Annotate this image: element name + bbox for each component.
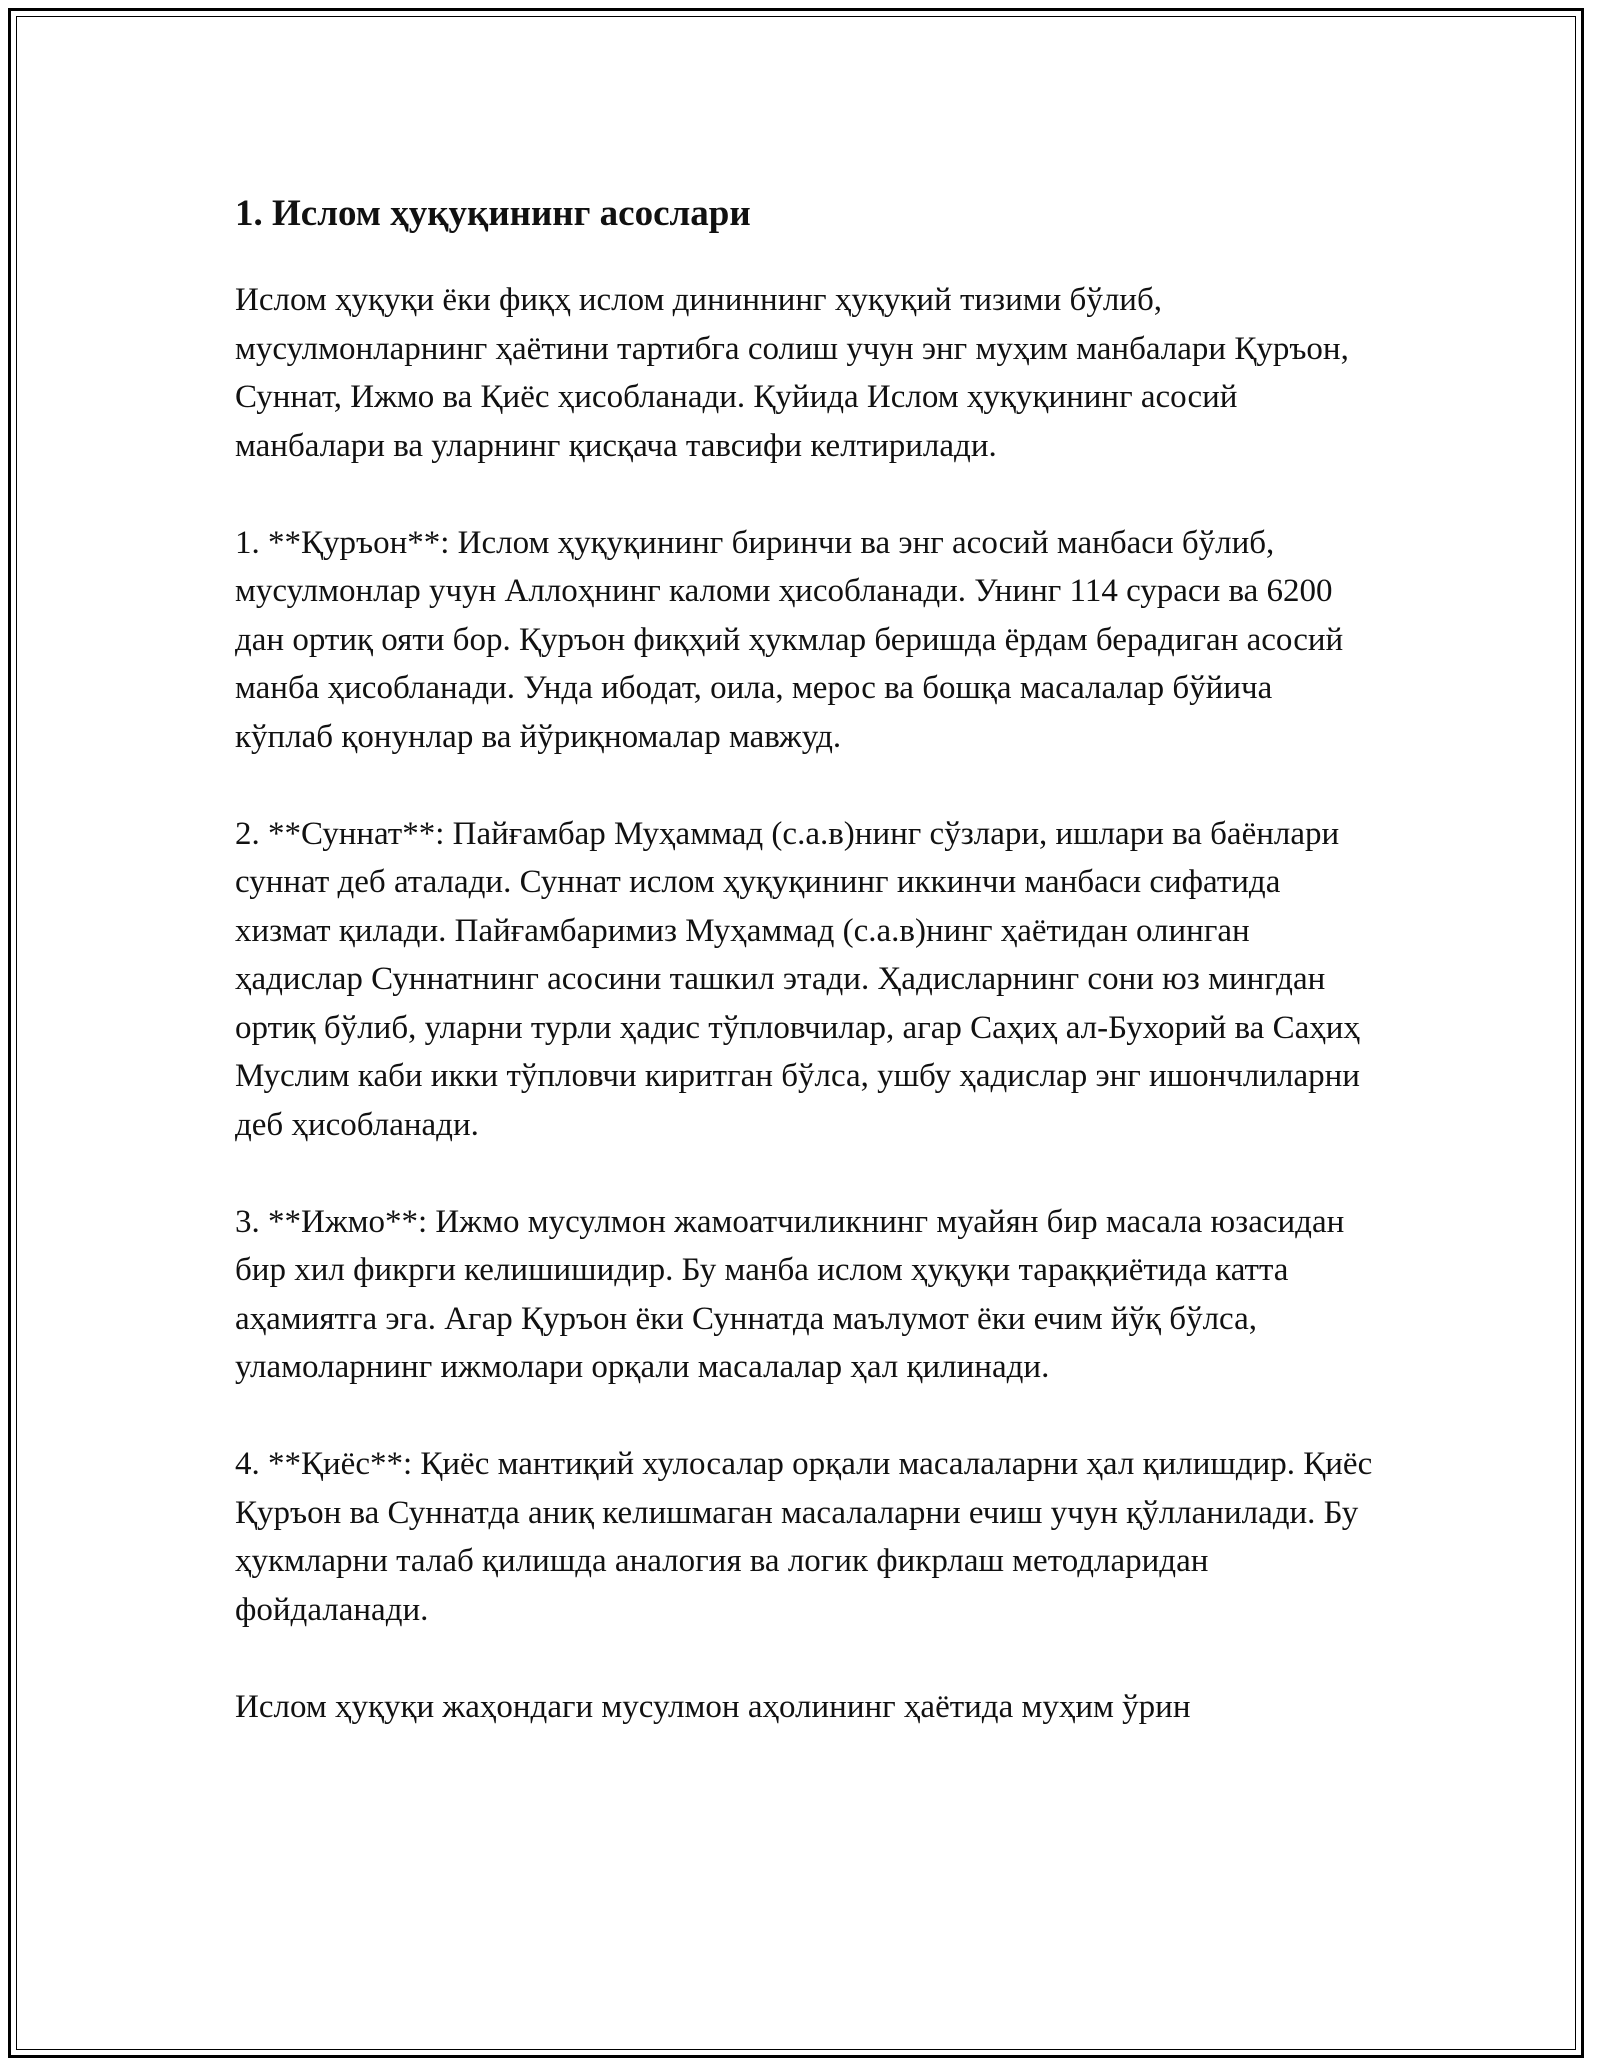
qiyas-paragraph: 4. **Қиёс**: Қиёс мантиқий хулосалар орқали масалаларни ҳал қилишдир. Қиёс Қуръон ва Суннатда аниқ келишмаган масалаларни ечиш учун қўлланилади. Бу ҳукмларни талаб қилишда аналогия ва логик фикрлаш методларидан фойдаланади. [235, 1446, 1373, 1628]
document-body [235, 186, 1375, 1780]
intro-paragraph: Ислом ҳуқуқи ёки фиқҳ ислом дининнинг ҳуқуқий тизими бўлиб, мусулмонларнинг ҳаётини тартибга солиш учун энг муҳим манбалари Қуръон, Суннат, Ижмо ва Қиёс ҳисобланади. Қуйида Ислом ҳуқуқининг асосий манбалари ва уларнинг қисқача тавсифи келтирилади. [235, 282, 1349, 464]
sunnah-paragraph: 2. **Суннат**: Пайғамбар Муҳаммад (с.а.в)нинг сўзлари, ишлари ва баёнлари суннат деб аталади. Суннат ислом ҳуқуқининг иккинчи манбаси сифатида хизмат қилади. Пайғамбаримиз Муҳаммад (с.а.в)нинг ҳаётидан олинган ҳадислар Суннатнинг асосини ташкил этади. Ҳадисларнинг сони юз мингдан ортиқ бўлиб, уларни турли ҳадис тўпловчилар, агар Саҳиҳ ал-Бухорий ва Саҳиҳ Муслим каби икки тўпловчи киритган бўлса, ушбу ҳадислар энг ишончлиларни деб ҳисобланади. [235, 815, 1360, 1143]
ijma-paragraph: 3. **Ижмо**: Ижмо мусулмон жамоатчиликнинг муайян бир масала юзасидан бир хил фикрги келишишидир. Бу манба ислом ҳуқуқи тараққиётида катта аҳамиятга эга. Агар Қуръон ёки Суннатда маълумот ёки ечим йўқ бўлса, уламоларнинг ижмолари орқали масалалар ҳал қилинади. [235, 1203, 1345, 1385]
quran-paragraph: 1. **Қуръон**: Ислом ҳуқуқининг биринчи ва энг асосий манбаси бўлиб, мусулмонлар учун Аллоҳнинг каломи ҳисобланади. Унинг 114 сураси ва 6200 дан ортиқ ояти бор. Қуръон фиқҳий ҳукмлар беришда ёрдам берадиган асосий манба ҳисобланади. Унда ибодат, оила, мерос ва бошқа масалалар бўйича кўплаб қонунлар ва йўриқномалар мавжуд. [235, 524, 1344, 755]
closing-paragraph: Ислом ҳуқуқи жаҳондаги мусулмон аҳолининг ҳаётида муҳим ўрин [235, 1688, 1191, 1725]
section-heading: 1. Ислом ҳуқуқининг асослари [235, 193, 751, 234]
